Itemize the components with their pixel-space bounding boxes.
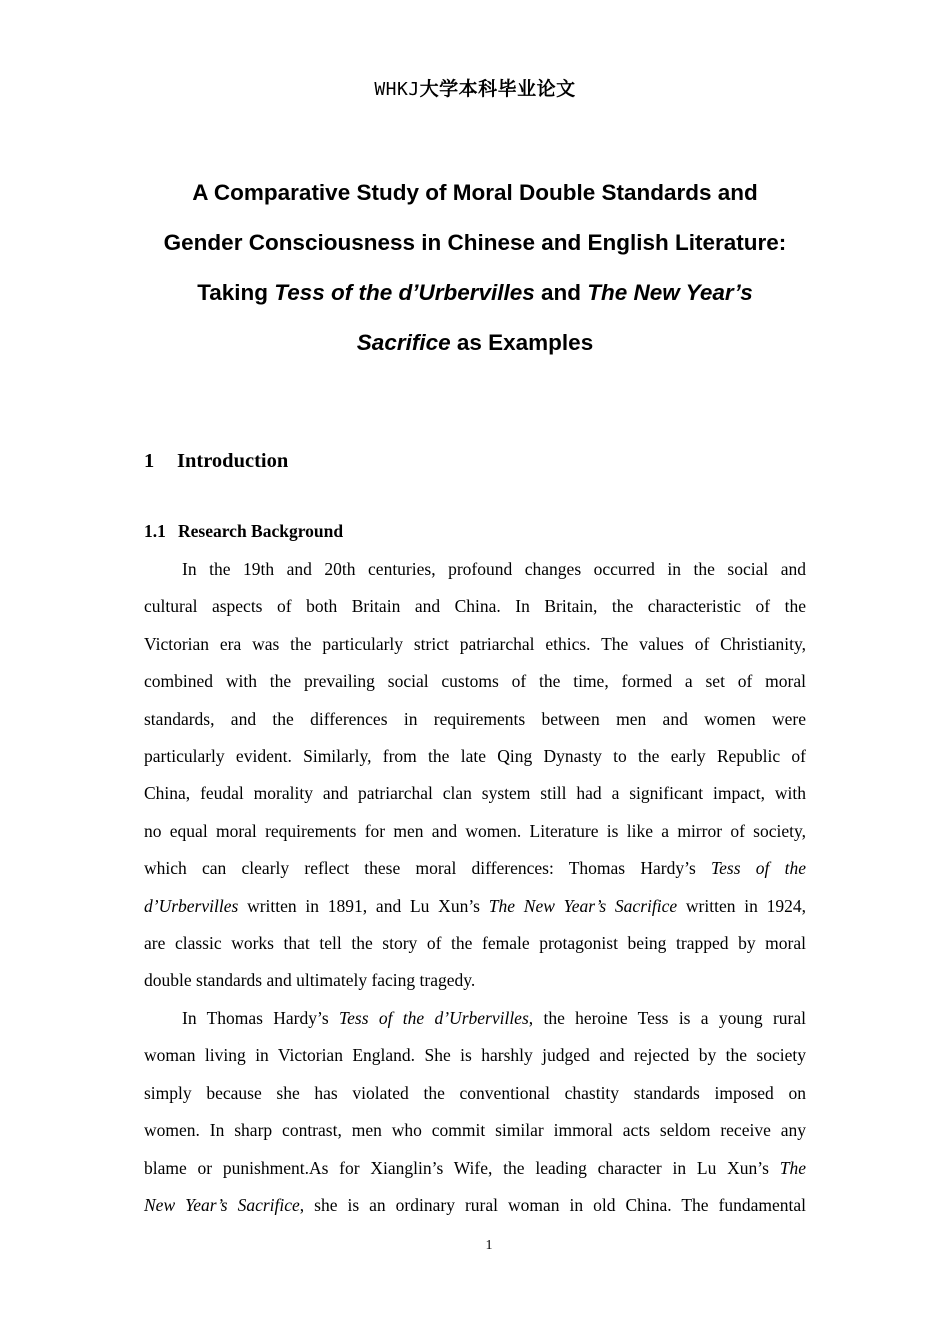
text-line: woman living in Victorian England. She is harshly judged and rejected by the society (144, 1045, 806, 1066)
page-number: 1 (485, 1238, 493, 1253)
text-run: written in 1891, and Lu Xun’s (238, 895, 489, 916)
text-line (144, 888, 806, 925)
text-run: blame or punishment.As for Xianglin’s Wife, the leading character in Lu Xun’s (144, 1157, 780, 1178)
text-line (144, 1150, 806, 1187)
text-line: cultural aspects of both Britain and China. In Britain, the characteristic of the (144, 596, 806, 617)
text-line: In the 19th and 20th centuries, profound changes occurred in the social and (182, 559, 806, 579)
header-chinese: 大学本科毕业论文 (419, 78, 576, 100)
italic-run: The (779, 1157, 806, 1178)
header-latin: WHKJ (374, 79, 420, 100)
paper-title (140, 168, 810, 368)
title-italic-new-year: The New Year’s (587, 280, 753, 305)
text-line (144, 1187, 806, 1224)
running-header (0, 74, 950, 101)
text-line (144, 1000, 806, 1037)
title-line-3 (140, 268, 810, 318)
subsection-number: 1.1 (144, 521, 166, 541)
section-title: Introduction (177, 450, 289, 472)
title-line-1: A Comparative Study of Moral Double Standards and (192, 180, 758, 205)
paragraph-2 (144, 1000, 806, 1224)
title-italic-sacrifice: Sacrifice (356, 330, 451, 355)
title-text: as Examples (450, 330, 594, 355)
text-run: which can clearly reflect these moral differences: Thomas Hardy’s (144, 858, 711, 879)
section-heading-introduction (144, 450, 288, 473)
text-line: Victorian era was the particularly strict patriarchal ethics. The values of Christianity, (144, 633, 806, 654)
text-run: , she is an ordinary rural woman in old China. The fundamental (299, 1194, 806, 1215)
text-line (144, 850, 806, 887)
italic-run: d’Urbervilles (144, 895, 239, 916)
text-line: women. In sharp contrast, men who commit similar immoral acts seldom receive any (144, 1120, 806, 1141)
text-line: double standards and ultimately facing tragedy. (144, 970, 476, 991)
italic-run: Tess of the (711, 858, 806, 879)
text-line: particularly evident. Similarly, from the late Qing Dynasty to the early Republic of (144, 746, 806, 767)
subsection-heading-research-background (144, 521, 343, 542)
title-line-4 (140, 318, 810, 368)
italic-run: New Year’s Sacrifice (144, 1194, 300, 1215)
text-line: simply because she has violated the conventional chastity standards imposed on (144, 1082, 806, 1103)
title-italic-tess: Tess of the d’Urbervilles (274, 280, 535, 305)
text-run: In Thomas Hardy’s (182, 1007, 340, 1028)
body-text (144, 551, 806, 1224)
italic-run: The New Year’s Sacrifice (488, 895, 678, 916)
text-line: standards, and the differences in requirements between men and women were (144, 708, 806, 729)
text-line: no equal moral requirements for men and women. Literature is like a mirror of society, (144, 820, 806, 841)
text-run: written in 1924, (677, 895, 806, 916)
italic-run: Tess of the d’Urbervilles (339, 1007, 529, 1028)
text-line: combined with the prevailing social customs of the time, formed a set of moral (144, 671, 806, 692)
text-line: are classic works that tell the story of the female protagonist being trapped by moral (144, 933, 806, 954)
title-line-2: Gender Consciousness in Chinese and English Literature: (163, 230, 787, 255)
title-text: Taking (197, 280, 275, 305)
subsection-title: Research Background (178, 521, 344, 541)
title-text: and (534, 280, 588, 305)
section-number: 1 (144, 450, 155, 472)
text-run: , the heroine Tess is a young rural (528, 1007, 806, 1028)
text-line: China, feudal morality and patriarchal clan system still had a significant impact, with (144, 783, 806, 804)
paragraph-1 (144, 551, 806, 1000)
